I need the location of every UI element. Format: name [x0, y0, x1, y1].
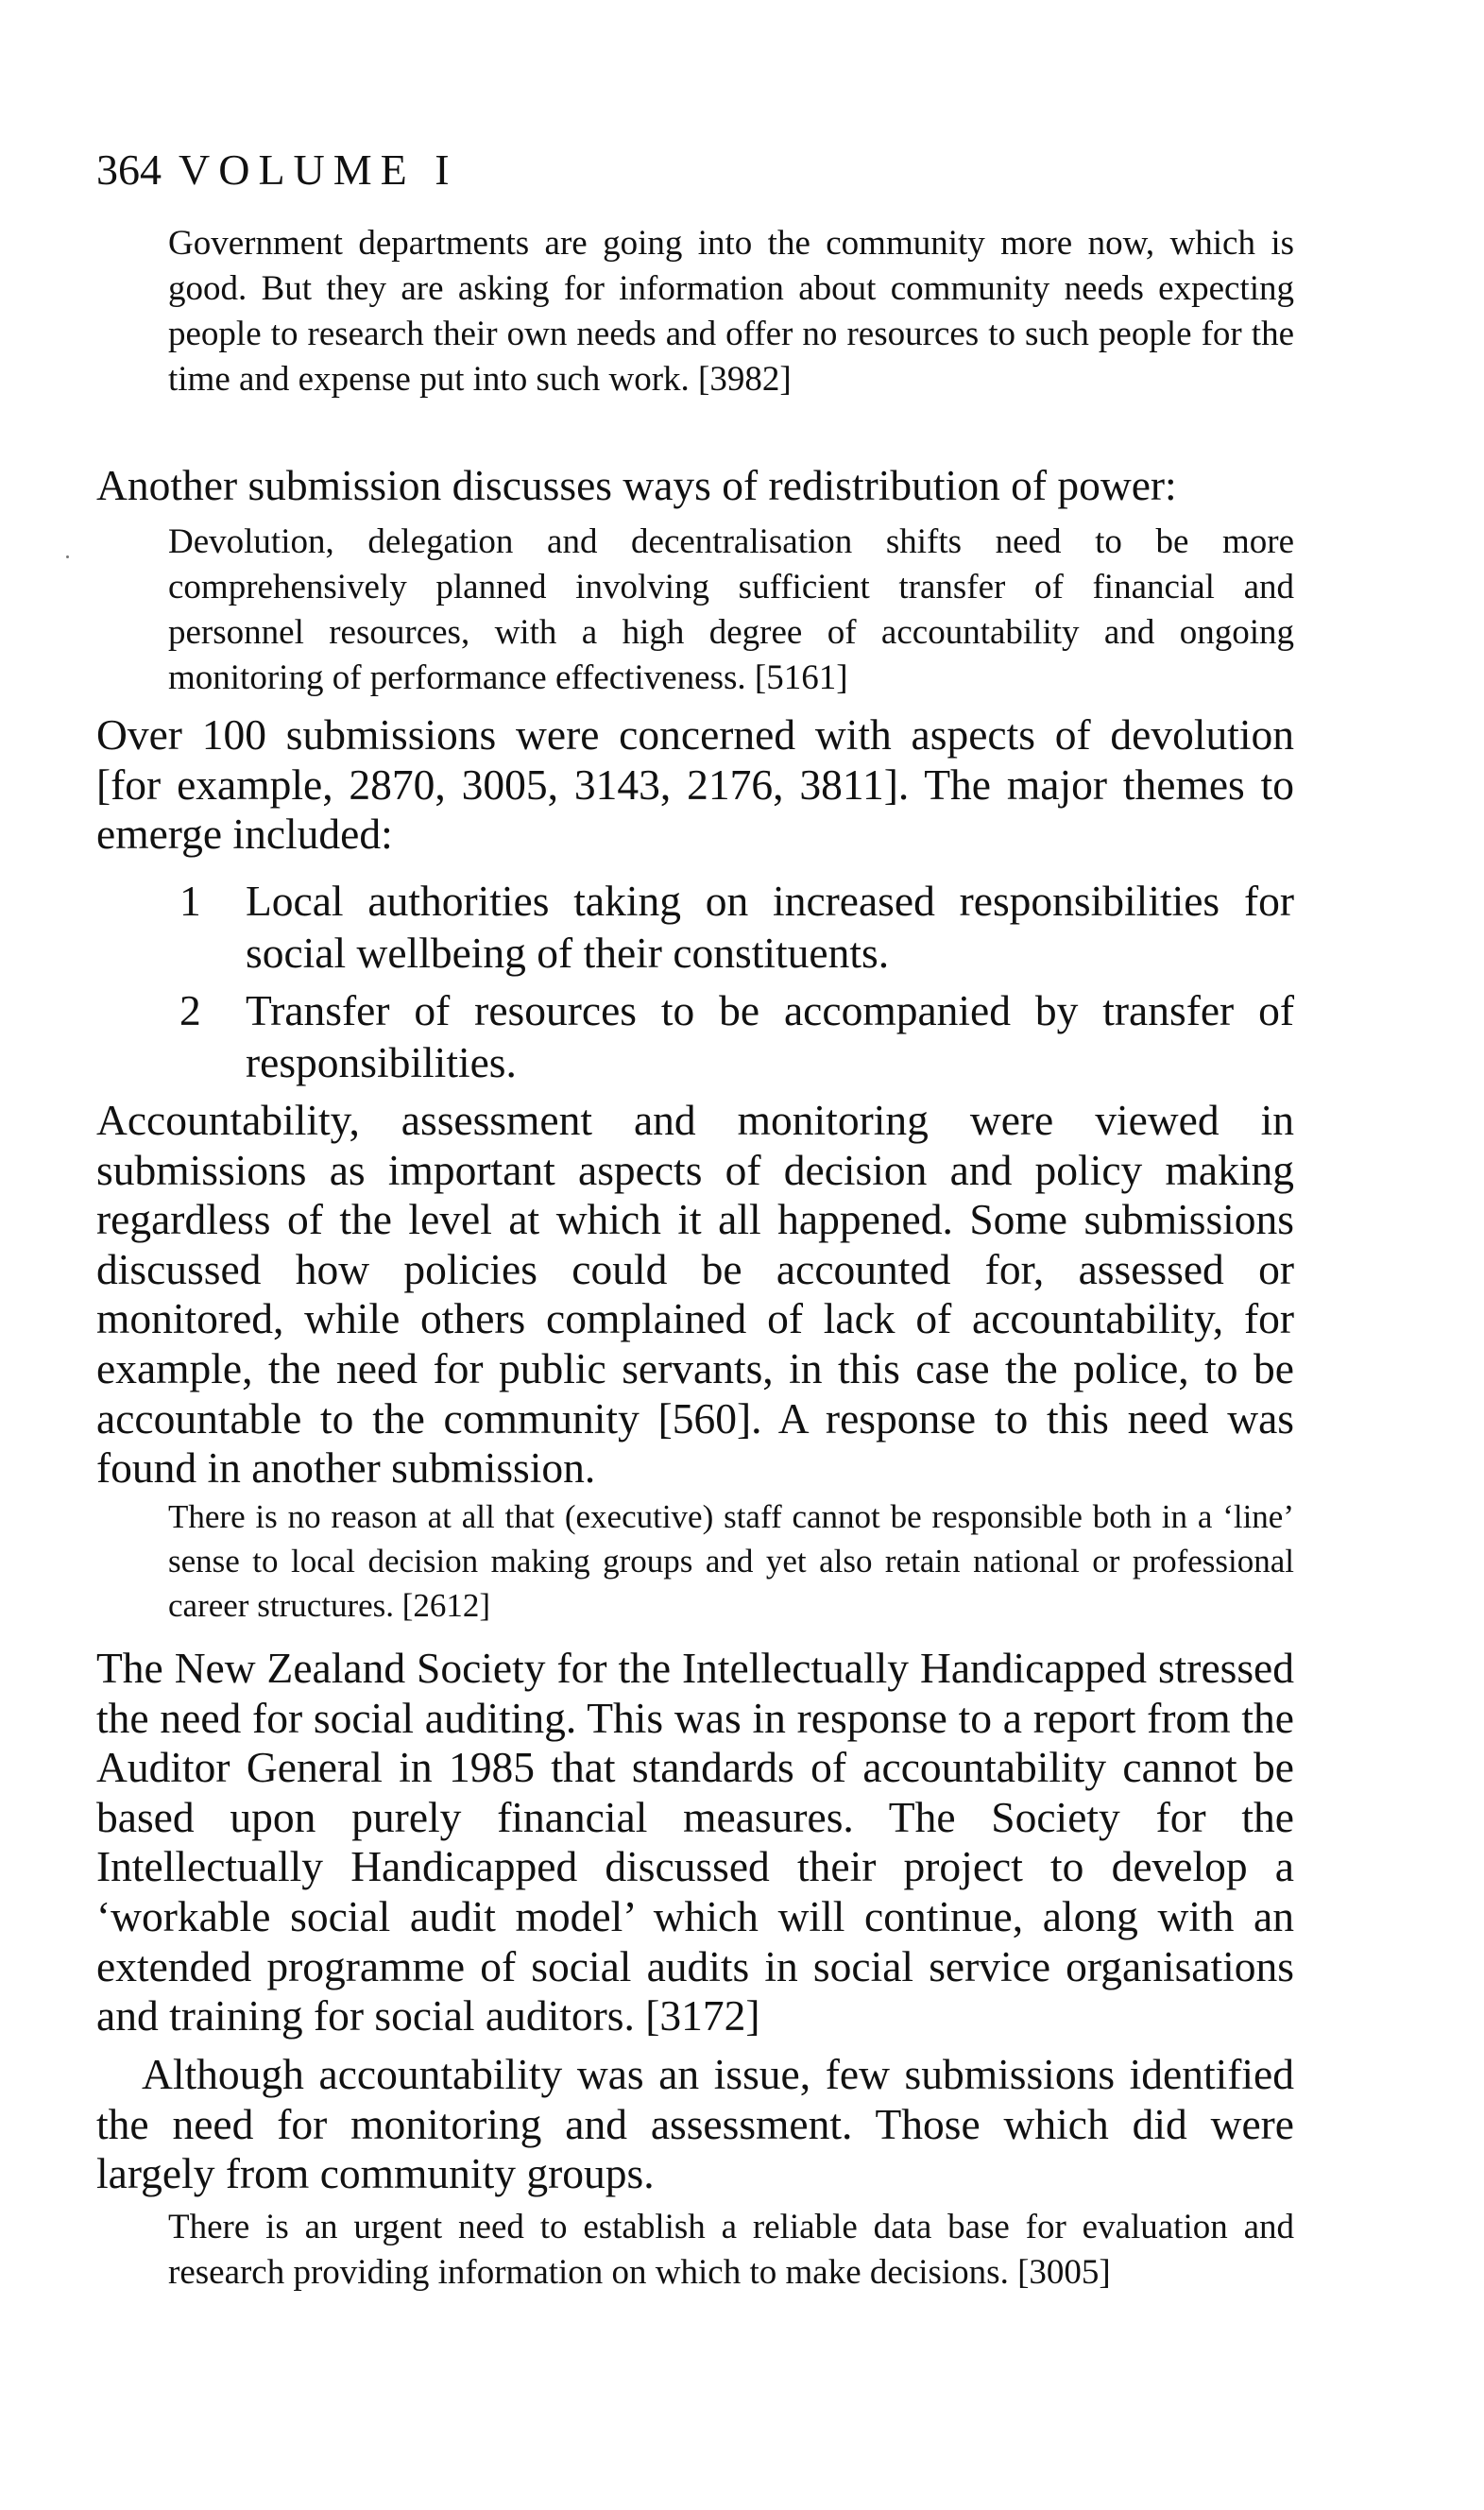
list-item-number: 2 — [179, 986, 201, 1034]
block-quote-5161: Devolution, delegation and decentralisation shifts need to be more comprehensively planned involving sufficient transfer of financial and personnel resources, with a high degree of accountability and ongoing monitoring of performance effectiveness. [5161] — [168, 522, 1294, 697]
page-header — [96, 144, 458, 196]
block-quote-2612: There is no reason at all that (executive) staff cannot be responsible both in a ‘line’ sense to local decision making groups and yet also retain national or professional career structures. [2612] — [168, 1498, 1294, 1624]
paragraph-redistribution: Another submission discusses ways of redistribution of power: — [96, 461, 1177, 509]
paragraph-devolution: Over 100 submissions were concerned with aspects of devolution [for example, 2870, 3005, 3143, 2176, 3811]. The major themes to emerge included: — [96, 710, 1294, 859]
volume-label: VOLUME I — [179, 145, 458, 194]
list-item-number: 1 — [179, 877, 201, 925]
paragraph-monitoring: Although accountability was an issue, few submissions identified the need for monitoring and assessment. Those which did were largely from community groups. — [96, 2050, 1294, 2198]
block-quote-3005: There is an urgent need to establish a reliable data base for evaluation and research providing information on which to make decisions. [3005] — [168, 2208, 1294, 2292]
list-item-text: Transfer of resources to be accompanied by transfer of responsibilities. — [246, 986, 1294, 1086]
stray-mark — [66, 555, 69, 558]
list-item-text: Local authorities taking on increased responsibilities for social wellbeing of their constituents. — [246, 877, 1294, 977]
paragraph-accountability: Accountability, assessment and monitoring were viewed in submissions as important aspects of decision and policy making regardless of the level at which it all happened. Some submissions discussed how policies could be accounted for, assessed or monitored, while others complained of lack of accountability, for example, the need for public servants, in this case the police, to be accountable to the community [560]. A response to this need was found in another submission. — [96, 1096, 1294, 1493]
block-quote-3982: Government departments are going into the community more now, which is good. But they are asking for information about community needs expecting people to research their own needs and offer no resources to such people for the time and expense put into such work. [3982] — [168, 224, 1294, 399]
page-number: 364 — [96, 145, 162, 194]
paragraph-social-auditing: The New Zealand Society for the Intellectually Handicapped stressed the need for social auditing. This was in response to a report from the Auditor General in 1985 that standards of accountability cannot be based upon purely financial measures. The Society for the Intellectually Handicapped discussed their project to develop a ‘workable social audit model’ which will continue, along with an extended programme of social audits in social service organisations and training for social auditors. [3172] — [96, 1644, 1294, 2040]
